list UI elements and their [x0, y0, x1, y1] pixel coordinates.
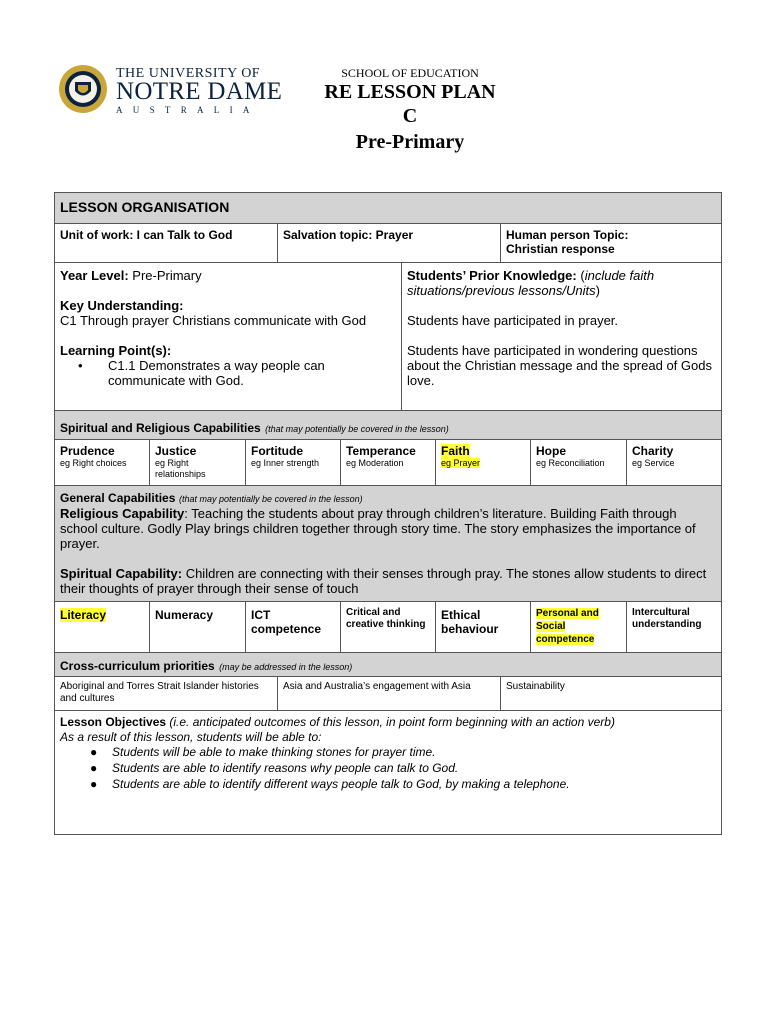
logo-line-1: THE UNIVERSITY OF — [116, 66, 261, 81]
general-capabilities-row — [55, 486, 721, 602]
capability-name: Hope — [536, 444, 566, 458]
key-understanding-value: C1 Through prayer Christians communicate with God — [60, 313, 367, 328]
general-personal-social — [531, 602, 627, 652]
year-prior-row — [55, 263, 721, 411]
capability-name: Fortitude — [251, 444, 303, 458]
human-person-topic — [501, 224, 721, 262]
objective-item — [60, 760, 716, 776]
prior-knowledge-point-2: Students have participated in wondering questions about the Christian message and the spread of Gods love. — [407, 343, 712, 388]
document-title: RE LESSON PLAN — [324, 81, 496, 103]
general-heading: General Capabilities — [60, 491, 176, 505]
objectives-intro: As a result of this lesson, students will be able to: — [60, 730, 322, 744]
learning-point-text: C1.1 Demonstrates a way people can communicate with God. — [108, 358, 325, 388]
cross-sustainability: Sustainability — [506, 681, 565, 692]
objectives-note: (i.e. anticipated outcomes of this lesson, in point form beginning with an action verb) — [166, 715, 615, 729]
capability-temperance — [341, 440, 436, 485]
logo-line-3: AUSTRALIA — [116, 105, 260, 115]
capability-example: eg Service — [632, 458, 675, 468]
university-logo — [58, 62, 283, 116]
lesson-objectives-cell — [55, 711, 721, 834]
lesson-organisation-header — [55, 193, 721, 224]
objective-item — [60, 744, 716, 760]
bullet-icon: ● — [90, 745, 98, 759]
bullet-icon: • — [78, 358, 83, 373]
school-name: SCHOOL OF EDUCATION — [341, 66, 479, 80]
cross-curriculum-header — [55, 653, 721, 677]
objective-text: Students are able to identify reasons why people can talk to God. — [112, 761, 459, 775]
prior-knowledge-note: include faith situations/previous lessons/Units — [407, 268, 655, 298]
cross-asia: Asia and Australia’s engagement with Asia — [278, 677, 501, 710]
capability-example: eg Reconciliation — [536, 458, 605, 468]
general-items-row — [55, 602, 721, 653]
lesson-plan-table — [54, 192, 722, 835]
general-ethical: Ethical behaviour — [436, 602, 531, 652]
university-seal-icon — [58, 64, 108, 114]
objective-item — [60, 776, 716, 792]
capability-example: eg Right relationships — [155, 458, 206, 479]
lesson-organisation-heading: LESSON ORGANISATION — [60, 199, 230, 215]
general-item-label: Literacy — [60, 608, 107, 622]
cross-aboriginal: Aboriginal and Torres Strait Islander histories and cultures — [55, 677, 278, 710]
lesson-objectives-row — [55, 711, 721, 834]
general-note: (that may potentially be covered in the lesson) — [179, 494, 363, 504]
unit-of-work: Unit of work: I can Talk to God — [55, 224, 278, 262]
year-level-label: Year Level: — [60, 268, 129, 283]
religious-capability-label: Religious Capability — [60, 506, 185, 521]
cross-curriculum-heading-cell — [55, 653, 721, 676]
capability-faith — [436, 440, 531, 485]
capability-example: eg Prayer — [441, 458, 481, 468]
cross-curriculum-items-row — [55, 677, 721, 711]
spiritual-capability-label: Spiritual Capability: — [60, 566, 183, 581]
objective-text: Students are able to identify different ways people talk to God, by making a telephone. — [112, 777, 570, 791]
learning-point-item — [60, 358, 396, 388]
human-person-value: Christian response — [506, 242, 615, 256]
prior-knowledge-label: Students’ Prior Knowledge: — [407, 268, 577, 283]
salvation-topic: Salvation topic: Prayer — [278, 224, 501, 262]
spiritual-items-row — [55, 440, 721, 486]
year-level-value: Pre-Primary — [128, 268, 202, 283]
general-critical-thinking: Critical and creative thinking — [341, 602, 436, 652]
prior-knowledge-cell — [402, 263, 721, 410]
capability-hope — [531, 440, 627, 485]
plan-level: Pre-Primary — [355, 131, 465, 153]
bullet-icon: ● — [90, 777, 98, 791]
capability-name: Justice — [155, 444, 197, 458]
religious-capability-text: : Teaching the students about pray through children’s literature. Building Faith through school culture. Godly Play brings children together through story time. The story emphasizes the importance of prayer. — [60, 506, 696, 551]
general-intercultural: Intercultural understanding — [632, 607, 702, 630]
capability-charity — [627, 440, 721, 485]
general-ict: ICT competence — [246, 602, 341, 652]
capability-name: Prudence — [60, 444, 115, 458]
capability-name: Temperance — [346, 444, 416, 458]
general-capabilities-cell — [55, 486, 721, 601]
capability-prudence — [55, 440, 150, 485]
capability-justice — [150, 440, 246, 485]
capability-name: Faith — [441, 444, 470, 458]
general-numeracy: Numeracy — [150, 602, 246, 652]
capability-name: Charity — [632, 444, 674, 458]
capability-example: eg Right choices — [60, 458, 127, 468]
spiritual-note: (that may potentially be covered in the lesson) — [265, 424, 449, 434]
spiritual-capability-text: Children are connecting with their senses through pray. The stones allow students to direct their thoughts of prayer through their sense of touch — [60, 566, 707, 596]
prior-close-paren: ) — [595, 283, 600, 298]
capability-example: eg Moderation — [346, 458, 404, 468]
cross-curriculum-heading: Cross-curriculum priorities — [60, 659, 215, 673]
capability-example: eg Inner strength — [251, 458, 320, 468]
bullet-icon: ● — [90, 761, 98, 775]
cross-curriculum-note: (may be addressed in the lesson) — [219, 662, 353, 672]
year-level-cell — [55, 263, 402, 410]
prior-open-paren: ( — [576, 268, 585, 283]
objectives-label: Lesson Objectives — [60, 715, 167, 729]
topic-row — [55, 224, 721, 263]
general-item-label: Personal and Social competence — [536, 608, 599, 645]
plan-code: C — [402, 105, 418, 127]
capability-fortitude — [246, 440, 341, 485]
objective-text: Students will be able to make thinking stones for prayer time. — [112, 745, 436, 759]
spiritual-heading: Spiritual and Religious Capabilities — [60, 421, 261, 435]
spiritual-header — [55, 411, 721, 440]
spiritual-heading-cell — [55, 411, 721, 439]
human-person-label: Human person Topic: — [506, 228, 629, 242]
key-understanding-label: Key Understanding: — [60, 298, 184, 313]
learning-points-label: Learning Point(s): — [60, 343, 172, 358]
general-literacy — [55, 602, 150, 652]
logo-line-2: NOTRE DAME — [116, 78, 283, 105]
prior-knowledge-point-1: Students have participated in prayer. — [407, 313, 619, 328]
